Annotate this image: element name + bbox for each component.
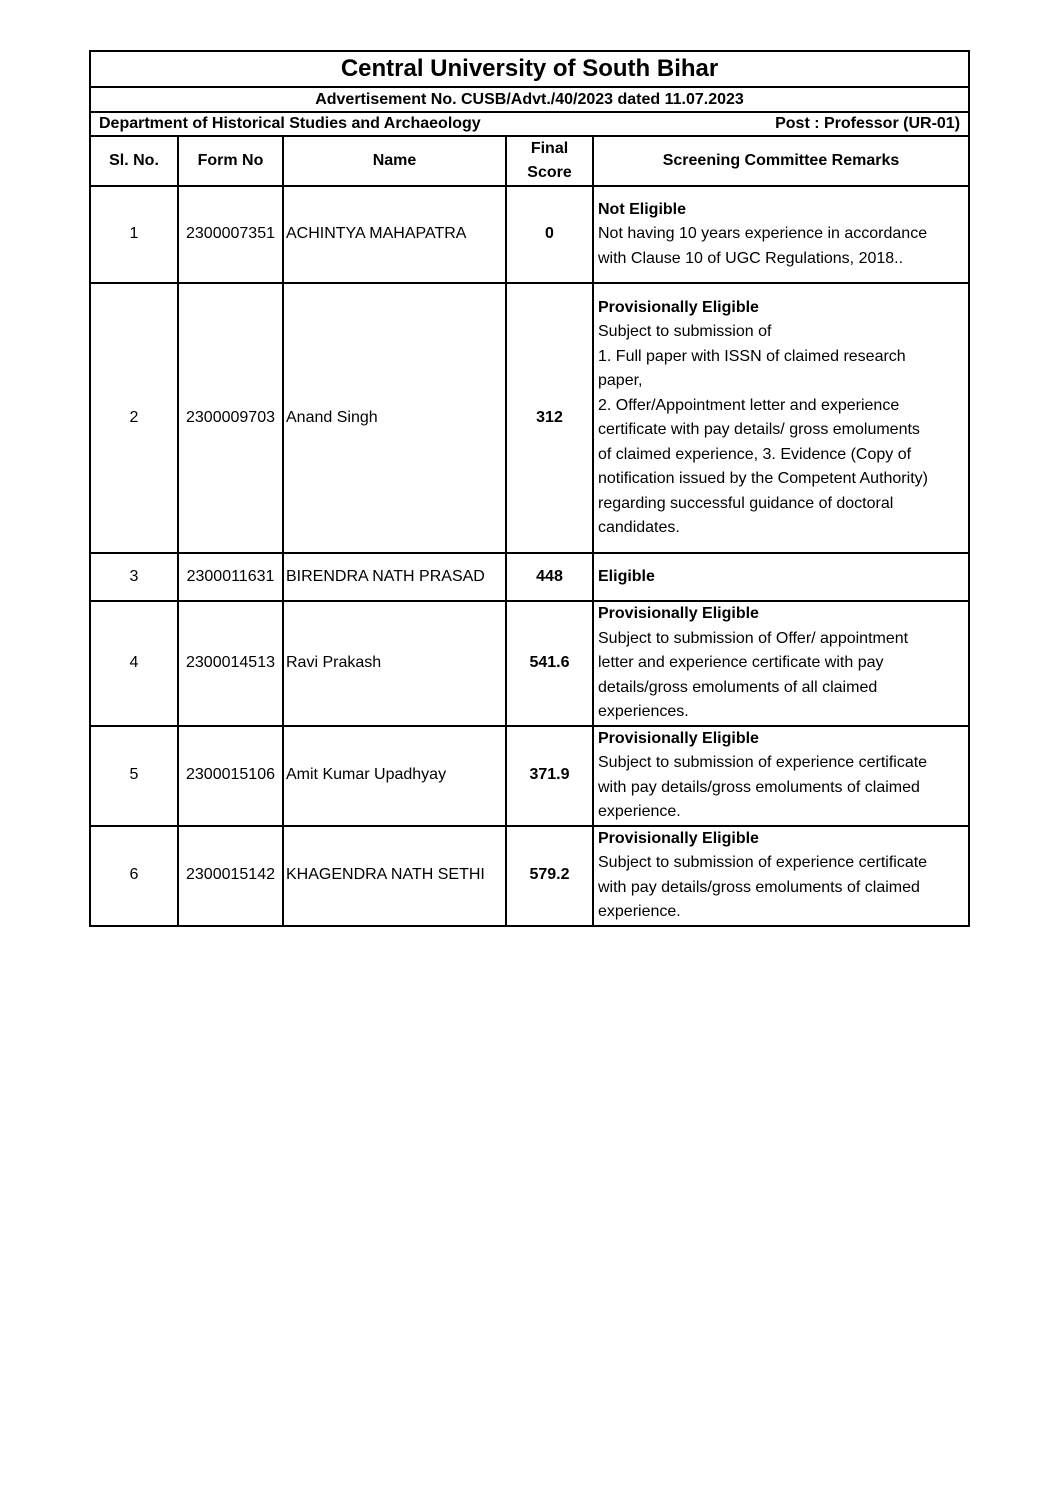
table-row (90, 553, 969, 601)
remark-status: Provisionally Eligible (598, 298, 759, 316)
final-score-label-line2: Score (527, 164, 572, 181)
university-title: Central University of South Bihar (90, 51, 969, 87)
advertisement-row (90, 87, 969, 112)
remark-line: regarding successful guidance of doctoral (598, 494, 894, 512)
col-header-form-no: Form No (178, 136, 283, 186)
table-row (90, 726, 969, 826)
cell-remarks (593, 726, 969, 826)
remark-line: with pay details/gross emoluments of claimed (598, 778, 920, 796)
cell-sl-no: 4 (90, 601, 178, 726)
cell-final-score: 312 (506, 283, 593, 553)
remark-line: 2. Offer/Appointment letter and experience (598, 396, 900, 414)
cell-name: BIRENDRA NATH PRASAD (283, 553, 506, 601)
remark-line: paper, (598, 372, 643, 389)
remark-line: Subject to submission of (598, 323, 772, 340)
remark-line: candidates. (598, 519, 680, 536)
remark-line: Subject to submission of Offer/ appointment (598, 629, 909, 647)
remark-line: letter and experience certificate with pay (598, 654, 884, 671)
cell-form-no: 2300014513 (178, 601, 283, 726)
cell-sl-no: 5 (90, 726, 178, 826)
col-header-sl-no: Sl. No. (90, 136, 178, 186)
cell-name: Anand Singh (283, 283, 506, 553)
table-row (90, 826, 969, 926)
col-header-remarks: Screening Committee Remarks (593, 136, 969, 186)
remark-line: experience. (598, 803, 681, 820)
post-label: Post : Professor (UR-01) (775, 115, 961, 132)
cell-name: ACHINTYA MAHAPATRA (283, 186, 506, 283)
remark-line: certificate with pay details/ gross emoluments (598, 421, 920, 438)
table-row (90, 186, 969, 283)
cell-final-score: 541.6 (506, 601, 593, 726)
remark-status: Provisionally Eligible (598, 829, 759, 847)
cell-final-score: 448 (506, 553, 593, 601)
cell-final-score: 579.2 (506, 826, 593, 926)
remark-line: with pay details/gross emoluments of claimed (598, 878, 920, 896)
table-row (90, 283, 969, 553)
remark-line: experiences. (598, 703, 689, 720)
remark-status: Eligible (598, 567, 655, 585)
cell-form-no: 2300009703 (178, 283, 283, 553)
cell-remarks (593, 826, 969, 926)
cell-remarks (593, 601, 969, 726)
remark-status: Provisionally Eligible (598, 605, 759, 622)
remark-line: Subject to submission of experience certificate (598, 854, 928, 871)
cell-name: Ravi Prakash (283, 601, 506, 726)
department-name: Department of Historical Studies and Archaeology (99, 115, 481, 132)
remark-line: Subject to submission of experience certificate (598, 754, 928, 771)
cell-name: KHAGENDRA NATH SETHI (283, 826, 506, 926)
remark-line: 1. Full paper with ISSN of claimed research (598, 347, 906, 365)
cell-form-no: 2300015106 (178, 726, 283, 826)
remark-line: details/gross emoluments of all claimed (598, 678, 878, 696)
col-header-name: Name (283, 136, 506, 186)
remark-status: Not Eligible (598, 200, 686, 218)
remark-line: with Clause 10 of UGC Regulations, 2018.. (598, 249, 904, 267)
cell-final-score: 371.9 (506, 726, 593, 826)
cell-sl-no: 3 (90, 553, 178, 601)
cell-sl-no: 1 (90, 186, 178, 283)
cell-form-no: 2300011631 (178, 553, 283, 601)
column-header-row (90, 136, 969, 186)
remark-status: Provisionally Eligible (598, 729, 759, 747)
cell-remarks (593, 186, 969, 283)
advertisement-number: Advertisement No. CUSB/Advt./40/2023 dated 11.07.2023 (90, 87, 969, 112)
cell-sl-no: 6 (90, 826, 178, 926)
department-row (90, 112, 969, 136)
remark-line: Not having 10 years experience in accordance (598, 225, 928, 243)
remark-line: experience. (598, 903, 681, 920)
cell-remarks (593, 553, 969, 601)
final-score-label-line1: Final (530, 140, 569, 157)
table-body (90, 186, 969, 926)
cell-form-no: 2300007351 (178, 186, 283, 283)
table-row (90, 601, 969, 726)
cell-form-no: 2300015142 (178, 826, 283, 926)
title-row (90, 51, 969, 87)
col-header-final-score (506, 136, 593, 186)
cell-remarks (593, 283, 969, 553)
remark-line: notification issued by the Competent Authority) (598, 470, 928, 487)
cell-name: Amit Kumar Upadhyay (283, 726, 506, 826)
cell-final-score: 0 (506, 186, 593, 283)
cell-sl-no: 2 (90, 283, 178, 553)
screening-table (89, 50, 970, 927)
remark-line: of claimed experience, 3. Evidence (Copy of (598, 445, 912, 463)
